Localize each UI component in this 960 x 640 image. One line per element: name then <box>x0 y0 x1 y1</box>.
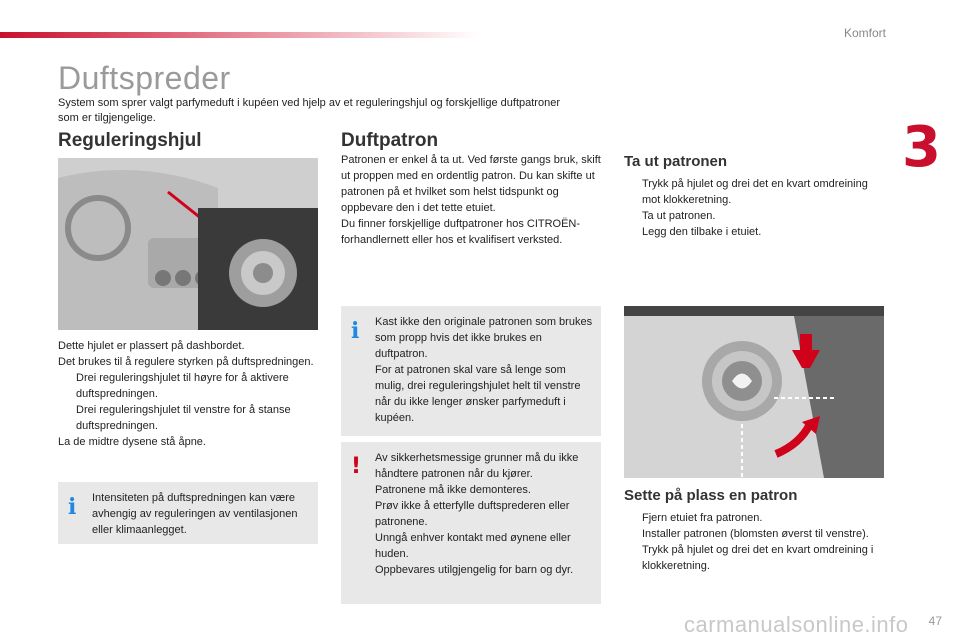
heading-duftpatron: Duftpatron <box>341 130 439 151</box>
warning-line: Patronene må ikke demonteres. <box>375 484 531 496</box>
ta-ut-list <box>624 176 874 240</box>
info-line: For at patronen skal vare så lenge som mulig, drei reguleringshjulet helt til venstre når du ikke lenger ønsker parfymeduft i kupéen. <box>375 364 581 424</box>
regulering-after: La de midtre dysene stå åpne. <box>58 436 206 448</box>
list-item: Trykk på hjulet og drei det en kvart omdreining mot klokkeretning. <box>642 178 868 206</box>
intro-text: System som sprer valgt parfymeduft i kupéen ved hjelp av et reguleringshjul og forskjellige duftpatroner som er tilgjengelige. <box>58 97 560 124</box>
dashboard-photo <box>58 158 318 330</box>
dashboard-illustration <box>58 158 318 330</box>
regulering-line: Det brukes til å regulere styrken på duftspredningen. <box>58 356 314 368</box>
list-item: Drei reguleringshjulet til høyre for å aktivere duftspredningen. <box>76 372 289 400</box>
sette-list <box>624 510 874 574</box>
chapter-number: 3 <box>902 115 941 180</box>
regulering-text <box>58 338 318 450</box>
duftpatron-paragraph: Patronen er enkel å ta ut. Ved første gangs bruk, skift ut proppen med en ordentlig patron. Du kan skifte ut patronen på et hvilket som helst tidspunkt og oppbevare den i det tette etuiet. <box>341 154 601 214</box>
list-item: Installer patronen (blomsten øverst til venstre). <box>642 528 869 540</box>
info-line: Kast ikke den originale patronen som brukes som propp hvis det ikke brukes en duftpatron. <box>375 316 593 360</box>
heading-ta-ut: Ta ut patronen <box>624 153 728 170</box>
info-box-regulering <box>58 482 318 544</box>
info-icon: i <box>68 494 77 520</box>
duftpatron-paragraph: Du finner forskjellige duftpatroner hos CITROËN-forhandlernett eller hos et kvalifisert verksted. <box>341 218 581 246</box>
duftpatron-text <box>341 152 603 248</box>
watermark: carmanualsonline.info <box>684 612 909 637</box>
warning-icon: ! <box>351 454 362 479</box>
warning-line: Av sikkerhetsmessige grunner må du ikke håndtere patronen når du kjører. <box>375 452 579 480</box>
page-number: 47 <box>928 614 942 628</box>
cartridge-photo <box>624 306 884 478</box>
top-accent-bar <box>0 32 480 38</box>
regulering-line: Dette hjulet er plassert på dashbordet. <box>58 340 245 352</box>
info-icon: i <box>351 318 360 344</box>
list-item: Trykk på hjulet og drei det en kvart omdreining i klokkeretning. <box>642 544 874 572</box>
info-text: Intensiteten på duftspredningen kan være avhengig av reguleringen av ventilasjonen eller klimaanlegget. <box>92 492 298 536</box>
list-item: Ta ut patronen. <box>642 210 716 222</box>
page-title: Duftspreder <box>58 60 231 96</box>
list-item: Legg den tilbake i etuiet. <box>642 226 762 238</box>
list-item: Drei reguleringshjulet til venstre for å stanse duftspredningen. <box>76 404 291 432</box>
heading-reguleringshjul: Reguleringshjul <box>58 130 202 151</box>
section-label: Komfort <box>843 26 886 40</box>
list-item: Fjern etuiet fra patronen. <box>642 512 763 524</box>
warning-box <box>341 442 601 604</box>
heading-sette: Sette på plass en patron <box>624 487 798 504</box>
info-box-duftpatron <box>341 306 601 436</box>
warning-line: Prøv ikke å etterfylle duftsprederen eller patronene. <box>375 500 570 528</box>
warning-line: Unngå enhver kontakt med øynene eller huden. <box>375 532 571 560</box>
cartridge-illustration <box>624 306 884 478</box>
warning-line: Oppbevares utilgjengelig for barn og dyr. <box>375 564 574 576</box>
